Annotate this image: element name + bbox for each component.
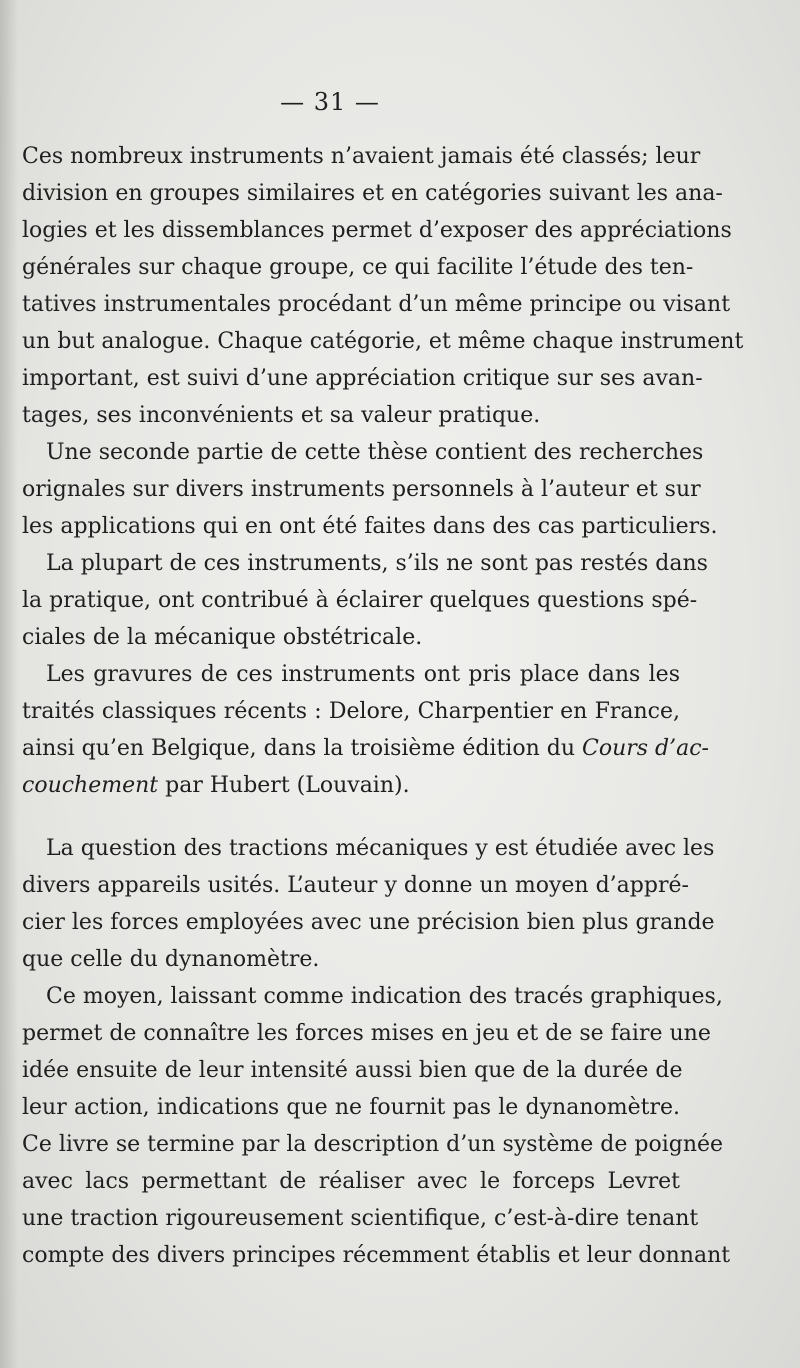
text-line-mixed	[22, 767, 680, 804]
body-text	[22, 138, 744, 1274]
text-line: leur action, indications que ne fournit pas le dynanomètre.	[22, 1095, 680, 1120]
italic-title: Cours d’ac-	[582, 736, 709, 761]
text-line: tatives instrumentales procédant d’un même principe ou visant	[22, 292, 731, 317]
text-line: compte des divers principes récemment établis et leur donnant	[22, 1243, 731, 1268]
text-line: les applications qui en ont été faites dans des cas particuliers.	[22, 514, 718, 539]
page-number: — 31 —	[280, 88, 380, 116]
text-line: Ce moyen, laissant comme indication des tracés graphiques,	[46, 984, 723, 1009]
text-line: orignales sur divers instruments personnels à l’auteur et sur	[22, 477, 701, 502]
text-line: générales sur chaque groupe, ce qui facilite l’étude des ten-	[22, 255, 694, 280]
text-line: divers appareils usités. L’auteur y donne un moyen d’appré-	[22, 873, 689, 898]
text-line: un but analogue. Chaque catégorie, et même chaque instrument	[22, 329, 744, 354]
text-line: La plupart de ces instruments, s’ils ne sont pas restés dans	[46, 551, 708, 576]
text-fragment: ainsi qu’en Belgique, dans la troisième édition du	[22, 736, 575, 761]
paragraph-1	[22, 138, 744, 434]
text-fragment: par Hubert (Louvain).	[165, 773, 410, 798]
text-line: ciales de la mécanique obstétricale.	[22, 625, 423, 650]
paragraph-3	[22, 545, 708, 656]
text-line: la pratique, ont contribué à éclairer quelques questions spé-	[22, 588, 698, 613]
binding-shadow	[0, 0, 18, 1368]
text-line-mixed	[22, 730, 709, 767]
section-gap	[22, 804, 680, 830]
paragraph-5	[22, 830, 715, 978]
text-line: que celle du dynanomètre.	[22, 947, 320, 972]
text-line: La question des tractions mécaniques y est étudiée avec les	[46, 836, 715, 861]
text-line: traités classiques récents : Delore, Charpentier en France,	[22, 699, 680, 724]
text-line: logies et les dissemblances permet d’exposer des appréciations	[22, 218, 732, 243]
paragraph-4	[22, 656, 709, 804]
text-line: idée ensuite de leur intensité aussi bien que de la durée de	[22, 1058, 683, 1083]
text-line: tages, ses inconvénients et sa valeur pratique.	[22, 403, 541, 428]
paragraph-6	[22, 978, 731, 1274]
text-line: Ces nombreux instruments n’avaient jamais été classés; leur	[22, 144, 701, 169]
text-line: Ce livre se termine par la description d’un système de poignée	[22, 1132, 724, 1157]
text-line: cier les forces employées avec une précision bien plus grande	[22, 910, 715, 935]
text-line: Une seconde partie de cette thèse contient des recherches	[46, 440, 704, 465]
paragraph-2	[22, 434, 718, 545]
italic-title: couchement	[22, 773, 159, 798]
text-line: Les gravures de ces instruments ont pris place dans les	[46, 662, 680, 687]
text-line: permet de connaître les forces mises en jeu et de se faire une	[22, 1021, 711, 1046]
text-line: division en groupes similaires et en catégories suivant les ana-	[22, 181, 723, 206]
text-line: une traction rigoureusement scientifique, c’est-à-dire tenant	[22, 1206, 699, 1231]
text-line: avec lacs permettant de réaliser avec le forceps Levret	[22, 1169, 680, 1194]
text-line: important, est suivi d’une appréciation critique sur ses avan-	[22, 366, 703, 391]
